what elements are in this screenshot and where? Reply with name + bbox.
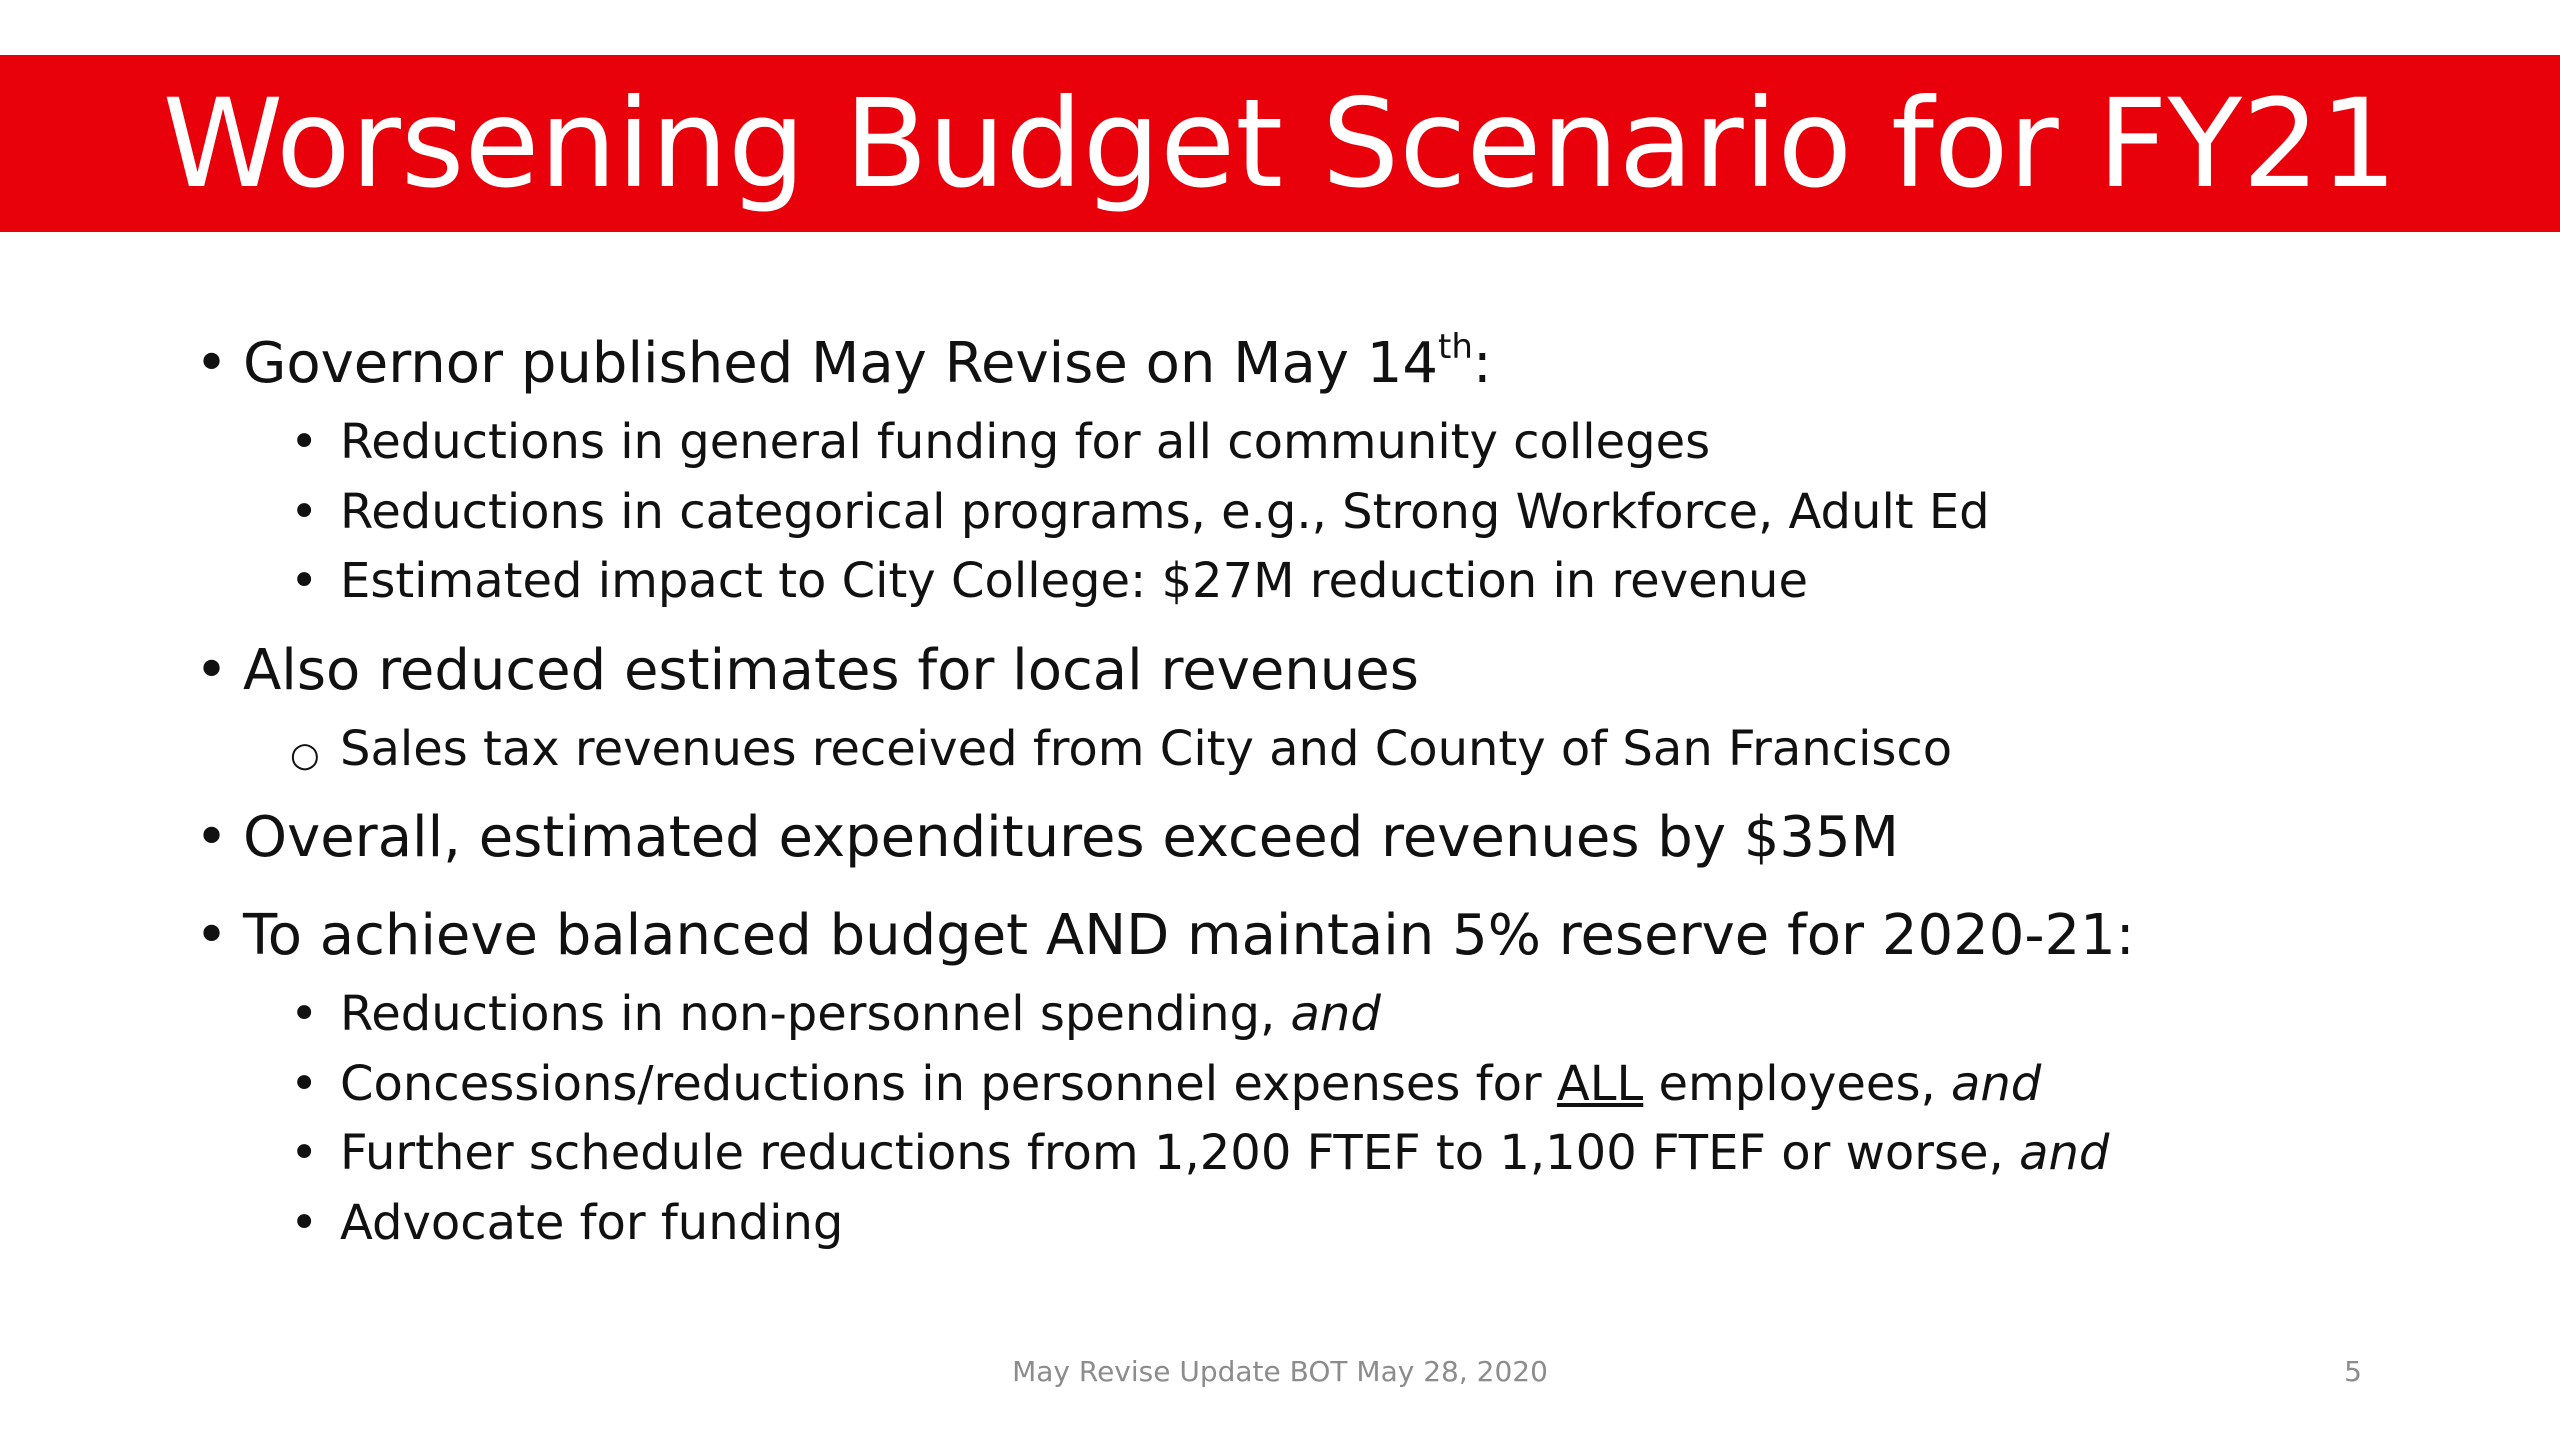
sub-bullet-text: Reductions in non-personnel spending, <box>340 986 1291 1042</box>
slide-content <box>195 320 2445 1258</box>
bullet-dot-icon: • <box>195 805 229 870</box>
bullet-dot-icon: • <box>290 986 319 1042</box>
bullet-dot-icon: • <box>290 1055 319 1112</box>
bullet-dot-icon: • <box>290 1194 319 1251</box>
bullet-governor-text: Governor published May Revise on May 14 <box>243 331 1438 396</box>
sub-bullet-text: Sales tax revenues received from City and County of San Francisco <box>340 720 1953 777</box>
bullet-overall <box>195 794 2445 882</box>
spacer <box>195 882 2445 892</box>
spacer <box>195 617 2445 627</box>
bullet-governor <box>195 320 2445 408</box>
bullet-dot-icon: • <box>195 637 229 703</box>
page-number: 5 <box>2344 1355 2362 1388</box>
sub-bullet-text: Concessions/reductions in personnel expenses for <box>340 1055 1557 1112</box>
title-bar <box>0 55 2560 232</box>
sub-bullet-text: Estimated impact to City College: $27M reduction in revenue <box>340 553 1809 609</box>
bullet-dot-icon: • <box>195 331 229 396</box>
sub-bullet <box>195 1189 2445 1259</box>
bullet-dot-icon: • <box>290 553 319 609</box>
bullet-governor-suffix: : <box>1472 331 1492 396</box>
sub-bullet-text: Advocate for funding <box>340 1194 844 1251</box>
emphasis-and: and <box>1290 986 1381 1042</box>
bullet-dot-icon: • <box>290 414 319 470</box>
sub-bullet <box>195 478 2445 548</box>
bullet-local-text: Also reduced estimates for local revenues <box>243 637 1419 703</box>
sub-bullet <box>195 980 2445 1050</box>
slide-title: Worsening Budget Scenario for FY21 <box>162 72 2398 215</box>
sub-bullet-text: Reductions in categorical programs, e.g., Strong Workforce, Adult Ed <box>340 483 1990 540</box>
spacer <box>195 784 2445 794</box>
bullet-dot-icon: • <box>290 483 319 540</box>
emphasis-and: and <box>2019 1125 2110 1181</box>
bullet-achieve-text: To achieve balanced budget AND maintain 5% reserve for 2020-21: <box>243 903 2135 968</box>
footer-text: May Revise Update BOT May 28, 2020 <box>1012 1355 1548 1388</box>
sub-bullet-text: Reductions in general funding for all community colleges <box>340 414 1711 470</box>
bullet-local-revenues <box>195 627 2445 715</box>
bullet-overall-text: Overall, estimated expenditures exceed revenues by $35M <box>243 805 1899 870</box>
bullet-dot-icon: • <box>290 1125 319 1181</box>
sub-bullet-text: employees, <box>1643 1055 1951 1112</box>
bullet-achieve <box>195 892 2445 980</box>
bullet-circle-icon: ○ <box>290 734 320 775</box>
sub-bullet <box>195 715 2445 785</box>
sub-bullet <box>195 1119 2445 1189</box>
sub-bullet <box>195 408 2445 478</box>
sub-bullet <box>195 1050 2445 1120</box>
sub-bullet-text: Further schedule reductions from 1,200 FTEF to 1,100 FTEF or worse, <box>340 1125 2020 1181</box>
superscript-th: th <box>1437 327 1473 367</box>
emphasis-and: and <box>1950 1055 2042 1112</box>
sub-bullet <box>195 547 2445 617</box>
bullet-dot-icon: • <box>195 903 229 968</box>
underlined-all: ALL <box>1556 1055 1644 1112</box>
